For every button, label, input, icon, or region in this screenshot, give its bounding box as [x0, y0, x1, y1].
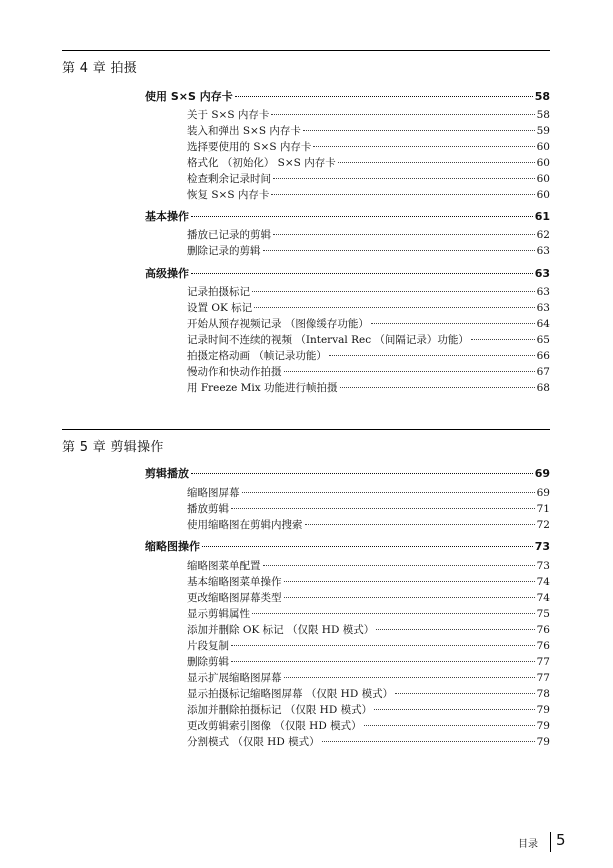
toc-entry[interactable]: 缩略图菜单配置 73	[187, 560, 550, 572]
toc-entry[interactable]: 缩略图屏幕 69	[187, 487, 550, 499]
page-number: 5	[556, 831, 566, 849]
toc-section[interactable]: 剪辑播放 69	[145, 467, 550, 480]
toc-section[interactable]: 使用 S×S 内存卡 58	[145, 90, 550, 103]
toc-section[interactable]: 缩略图操作 73	[145, 540, 550, 553]
footer-divider	[550, 832, 551, 852]
chapter-4-header	[62, 50, 550, 76]
toc-entry[interactable]: 添加并删除拍摄标记 （仅限 HD 模式） 79	[187, 704, 550, 716]
toc-entry[interactable]: 片段复制 76	[187, 640, 550, 652]
toc-entry[interactable]: 显示剪辑属性 75	[187, 608, 550, 620]
page-footer	[518, 832, 568, 852]
toc-entry[interactable]: 分割模式 （仅限 HD 模式） 79	[187, 736, 550, 748]
toc-entry[interactable]: 设置 OK 标记 63	[187, 302, 550, 314]
toc-entry[interactable]: 添加并删除 OK 标记 （仅限 HD 模式） 76	[187, 624, 550, 636]
toc-entry[interactable]: 删除剪辑 77	[187, 656, 550, 668]
toc-entry[interactable]: 记录时间不连续的视频 （Interval Rec （间隔记录）功能） 65	[187, 334, 550, 346]
toc-entry[interactable]: 格式化 （初始化） S×S 内存卡 60	[187, 157, 550, 169]
chapter-5-header	[62, 429, 550, 455]
toc-entry[interactable]: 恢复 S×S 内存卡 60	[187, 189, 550, 201]
toc-entry[interactable]: 记录拍摄标记 63	[187, 286, 550, 298]
toc-entry[interactable]: 检查剩余记录时间 60	[187, 173, 550, 185]
toc-section[interactable]: 高级操作 63	[145, 267, 550, 280]
toc-entry[interactable]: 使用缩略图在剪辑内搜索 72	[187, 519, 550, 531]
toc-entry[interactable]: 选择要使用的 S×S 内存卡 60	[187, 141, 550, 153]
toc-entry[interactable]: 用 Freeze Mix 功能进行帧拍摄 68	[187, 382, 550, 394]
chapter-title: 第 4 章 拍摄	[62, 61, 138, 76]
toc-entry[interactable]: 更改缩略图屏幕类型 74	[187, 592, 550, 604]
toc-entry[interactable]: 更改剪辑索引图像 （仅限 HD 模式） 79	[187, 720, 550, 732]
toc-entry[interactable]: 播放剪辑 71	[187, 503, 550, 515]
toc-entry[interactable]: 装入和弹出 S×S 内存卡 59	[187, 125, 550, 137]
toc-entry[interactable]: 显示扩展缩略图屏幕 77	[187, 672, 550, 684]
toc-entry[interactable]: 关于 S×S 内存卡 58	[187, 109, 550, 121]
chapter-title: 第 5 章 剪辑操作	[62, 440, 164, 455]
footer-label: 目录	[518, 839, 538, 850]
toc-entry[interactable]: 显示拍摄标记缩略图屏幕 （仅限 HD 模式） 78	[187, 688, 550, 700]
toc-entry[interactable]: 基本缩略图菜单操作 74	[187, 576, 550, 588]
toc-entry[interactable]: 慢动作和快动作拍摄 67	[187, 366, 550, 378]
toc-entry[interactable]: 删除记录的剪辑 63	[187, 245, 550, 257]
toc-entry[interactable]: 拍摄定格动画 （帧记录功能） 66	[187, 350, 550, 362]
toc-entry[interactable]: 播放已记录的剪辑 62	[187, 229, 550, 241]
toc-section[interactable]: 基本操作 61	[145, 210, 550, 223]
toc-entry[interactable]: 开始从预存视频记录 （图像缓存功能） 64	[187, 318, 550, 330]
